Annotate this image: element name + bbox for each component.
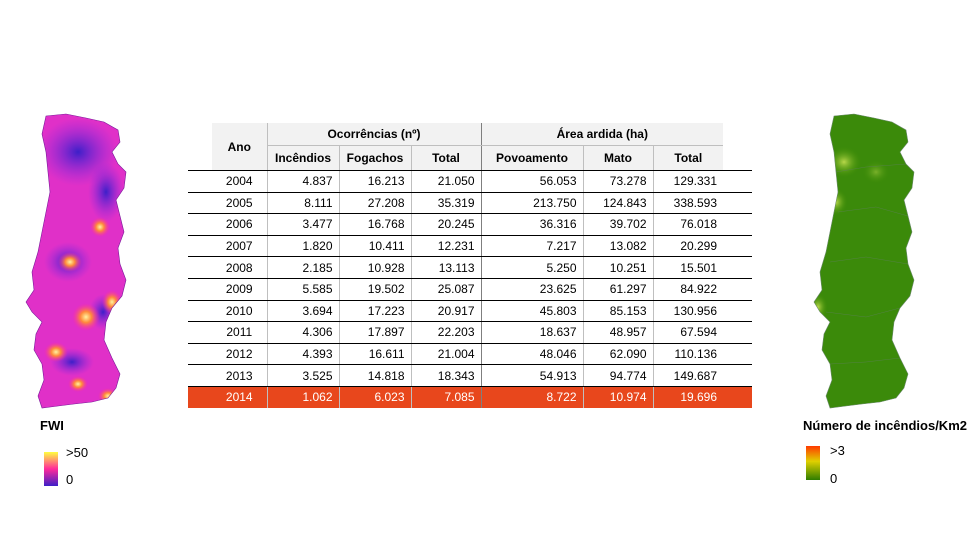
incendios-cell: 2.185 [267,257,339,279]
year-cell: 2004 [212,171,267,193]
area-total-cell: 19.696 [653,386,723,407]
row-pad [723,257,752,279]
incendios-cell: 4.393 [267,343,339,365]
table-row [188,214,752,236]
row-pad [723,192,752,214]
area-total-cell: 20.299 [653,235,723,257]
row-pad [188,214,212,236]
year-cell: 2008 [212,257,267,279]
incendios-cell: 1.820 [267,235,339,257]
povoamento-cell: 5.250 [481,257,583,279]
fires-legend-colorbar [806,446,820,480]
year-cell: 2014 [212,386,267,407]
povoamento-cell: 56.053 [481,171,583,193]
fires-legend-title: Número de incêndios/Km2 [803,418,967,433]
fires-legend-max: >3 [830,443,845,458]
incendios-cell: 8.111 [267,192,339,214]
highlight-row [188,386,752,407]
fires-legend-min: 0 [830,471,838,486]
incendios-cell: 3.694 [267,300,339,322]
occurrences-total-cell: 12.231 [411,235,481,257]
fwi-legend-min: 0 [66,472,74,487]
fogachos-cell: 10.411 [339,235,411,257]
povoamento-cell: 8.722 [481,386,583,407]
mato-cell: 124.843 [583,192,653,214]
fires-table [188,123,750,408]
fogachos-cell: 16.213 [339,171,411,193]
mato-cell: 61.297 [583,278,653,300]
area-total-cell: 129.331 [653,171,723,193]
mato-cell: 48.957 [583,322,653,344]
fires-density-map [796,112,924,412]
col-header-fogachos: Fogachos [339,146,411,171]
row-pad [723,235,752,257]
fwi-legend-title: FWI [40,418,64,433]
occurrences-total-cell: 21.004 [411,343,481,365]
year-cell: 2009 [212,278,267,300]
occurrences-total-cell: 20.917 [411,300,481,322]
year-cell: 2010 [212,300,267,322]
incendios-cell: 3.477 [267,214,339,236]
incendios-cell: 4.306 [267,322,339,344]
row-pad [188,322,212,344]
row-pad [723,343,752,365]
row-pad [188,343,212,365]
year-header: Ano [212,123,267,171]
occurrences-total-cell: 35.319 [411,192,481,214]
occurrences-group-header: Ocorrências (nº) [267,123,481,146]
area-total-cell: 84.922 [653,278,723,300]
year-cell: 2013 [212,365,267,387]
povoamento-cell: 54.913 [481,365,583,387]
table-row [188,365,752,387]
year-cell: 2005 [212,192,267,214]
row-pad [723,322,752,344]
table-row [188,300,752,322]
row-pad [188,192,212,214]
occurrences-total-cell: 7.085 [411,386,481,407]
mato-cell: 85.153 [583,300,653,322]
table-row [188,278,752,300]
povoamento-cell: 45.803 [481,300,583,322]
row-pad [188,300,212,322]
fogachos-cell: 16.768 [339,214,411,236]
mato-cell: 73.278 [583,171,653,193]
table-row [188,322,752,344]
row-pad [723,278,752,300]
povoamento-cell: 23.625 [481,278,583,300]
povoamento-cell: 18.637 [481,322,583,344]
row-pad [723,386,752,407]
table-row [188,257,752,279]
col-header-occurrences-total: Total [411,146,481,171]
incendios-cell: 4.837 [267,171,339,193]
area-total-cell: 149.687 [653,365,723,387]
povoamento-cell: 7.217 [481,235,583,257]
incendios-cell: 3.525 [267,365,339,387]
fwi-legend-colorbar [44,452,58,486]
incendios-cell: 5.585 [267,278,339,300]
col-header-povoamento: Povoamento [481,146,583,171]
mato-cell: 10.251 [583,257,653,279]
row-pad [188,257,212,279]
area-total-cell: 110.136 [653,343,723,365]
table-row [188,235,752,257]
table-row [188,343,752,365]
table-row [188,192,752,214]
area-total-cell: 338.593 [653,192,723,214]
occurrences-total-cell: 22.203 [411,322,481,344]
fogachos-cell: 19.502 [339,278,411,300]
povoamento-cell: 213.750 [481,192,583,214]
col-header-area-total: Total [653,146,723,171]
area-total-cell: 15.501 [653,257,723,279]
povoamento-cell: 36.316 [481,214,583,236]
year-cell: 2006 [212,214,267,236]
occurrences-total-cell: 13.113 [411,257,481,279]
mato-cell: 10.974 [583,386,653,407]
area-total-cell: 130.956 [653,300,723,322]
fogachos-cell: 27.208 [339,192,411,214]
mato-cell: 39.702 [583,214,653,236]
row-pad [188,171,212,193]
row-pad [188,235,212,257]
mato-cell: 13.082 [583,235,653,257]
col-header-incendios: Incêndios [267,146,339,171]
mato-cell: 94.774 [583,365,653,387]
area-total-cell: 67.594 [653,322,723,344]
fwi-map [8,112,136,412]
row-pad [723,214,752,236]
occurrences-total-cell: 25.087 [411,278,481,300]
occurrences-total-cell: 21.050 [411,171,481,193]
fogachos-cell: 16.611 [339,343,411,365]
year-cell: 2007 [212,235,267,257]
area-total-cell: 76.018 [653,214,723,236]
year-cell: 2011 [212,322,267,344]
fogachos-cell: 6.023 [339,386,411,407]
povoamento-cell: 48.046 [481,343,583,365]
row-pad [188,365,212,387]
row-pad [188,386,212,407]
occurrences-total-cell: 20.245 [411,214,481,236]
fogachos-cell: 10.928 [339,257,411,279]
row-pad [723,300,752,322]
mato-cell: 62.090 [583,343,653,365]
fogachos-cell: 17.897 [339,322,411,344]
fwi-legend-max: >50 [66,445,89,460]
col-header-mato: Mato [583,146,653,171]
incendios-cell: 1.062 [267,386,339,407]
fogachos-cell: 17.223 [339,300,411,322]
area-group-header: Área ardida (ha) [481,123,723,146]
year-cell: 2012 [212,343,267,365]
row-pad [188,278,212,300]
fogachos-cell: 14.818 [339,365,411,387]
occurrences-total-cell: 18.343 [411,365,481,387]
row-pad [723,171,752,193]
row-pad [723,365,752,387]
table-row [188,171,752,193]
